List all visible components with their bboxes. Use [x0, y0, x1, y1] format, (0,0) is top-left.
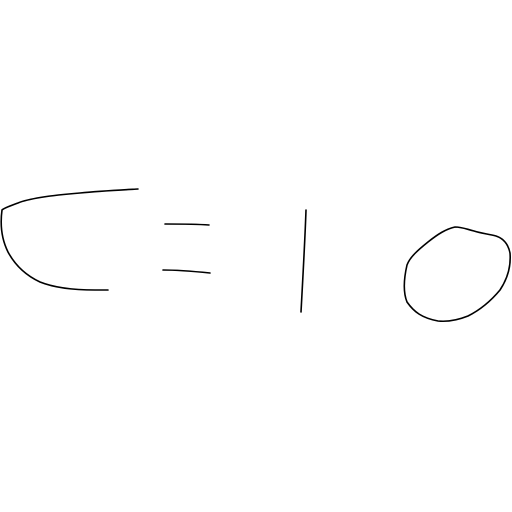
- c-curve-stroke: [1, 189, 138, 290]
- equals-top-stroke: [165, 224, 209, 225]
- vertical-bar-stroke: [301, 210, 306, 312]
- circle-stroke: [404, 227, 510, 321]
- equals-bottom-stroke: [163, 270, 210, 273]
